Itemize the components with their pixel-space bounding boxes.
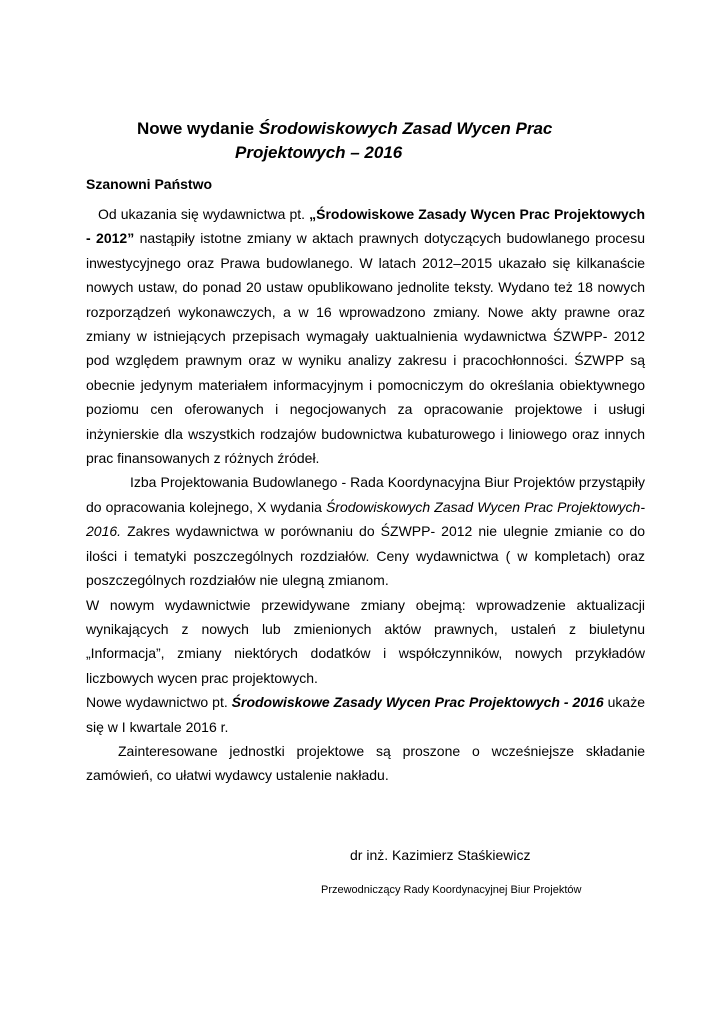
paragraph-1 xyxy=(86,202,645,470)
paragraph-4-text-b: ukaże się w I kwartale 2016 r. xyxy=(86,694,645,735)
paragraph-2-text-b: Zakres wydawnictwa w porównaniu do ŚZWPP- 2012 nie ulegnie zmianie co do ilości i tematyki poszczególnych rozdziałów. Ceny wydawnictwa ( w kompletach) oraz poszczególnych rozdziałów nie ulegną zmianom. xyxy=(86,523,645,589)
paragraph-2-italic-title: Środowiskowych Zasad Wycen Prac Projektowych-2016. xyxy=(86,498,645,540)
paragraph-2-text-a: Izba Projektowania Budowlanego - Rada Koordynacyjna Biur Projektów przystąpiły do opracowania kolejnego, X wydania xyxy=(86,474,645,515)
title-italic: Środowiskowych Zasad Wycen Prac xyxy=(258,119,553,138)
signature-role: Przewodniczący Rady Koordynacyjnej Biur Projektów xyxy=(321,884,582,896)
title-line-1 xyxy=(137,116,552,141)
salutation: Szanowni Państwo xyxy=(86,176,213,192)
paragraph-1-text-a: Od ukazania się wydawnictwa pt. xyxy=(98,206,310,222)
letter-body xyxy=(86,202,645,788)
paragraph-4-text-a: Nowe wydawnictwo pt. xyxy=(86,694,232,711)
paragraph-5: Zainteresowane jednostki projektowe są proszone o wcześniejsze składanie zamówień, co ułatwi wydawcy ustalenie nakładu. xyxy=(86,742,645,784)
title-italic-line-2: Projektowych – 2016 xyxy=(235,143,403,162)
paragraph-1-text-b: nastąpiły istotne zmiany w aktach prawnych dotyczących budowlanego procesu inwestycyjnego oraz Prawa budowlanego. W latach 2012–2015 ukazało się kilkanaście nowych ustaw, do ponad 20 ustaw opublikowano jednolite teksty. Wydano też 18 nowych rozporządzeń wykonawczych, a w 16 wprowadzono zmiany. Nowe akty prawne oraz zmiany w istniejących przepisach wymagały uaktualnienia wydawnictwa ŚZWPP- 2012 pod względem prawnym oraz w wyniku analizy zakresu i pracochłonności. ŚZWPP są obecnie jedynym materiałem informacyjnym i pomocniczym do określania obiektywnego poziomu cen oferowanych i negocjowanych za opracowanie projektowe i usługi inżynierskie dla wszystkich rodzajów budownictwa kubaturowego i liniowego oraz innych prac finansowanych z różnych źródeł. xyxy=(86,230,645,467)
paragraph-3: W nowym wydawnictwie przewidywane zmiany obejmą: wprowadzenie aktualizacji wynikających z nowych lub zmienionych aktów prawnych, ustaleń z biuletynu „Informacja”, zmiany niektórych dodatków i współczynników, nowych przykładów liczbowych wycen prac projektowych. xyxy=(86,596,645,686)
signature-name: dr inż. Kazimierz Staśkiewicz xyxy=(350,847,531,863)
paragraph-4 xyxy=(86,690,645,739)
paragraph-2 xyxy=(86,470,645,592)
paragraph-4-bold-italic-title: Środowiskowe Zasady Wycen Prac Projektowych - 2016 xyxy=(231,694,604,711)
title-line-2 xyxy=(235,140,402,165)
paragraph-1-bold-title: „Środowiskowe Zasady Wycen Prac Projektowych - 2012” xyxy=(86,206,645,247)
title-prefix: Nowe wydanie xyxy=(137,119,259,138)
